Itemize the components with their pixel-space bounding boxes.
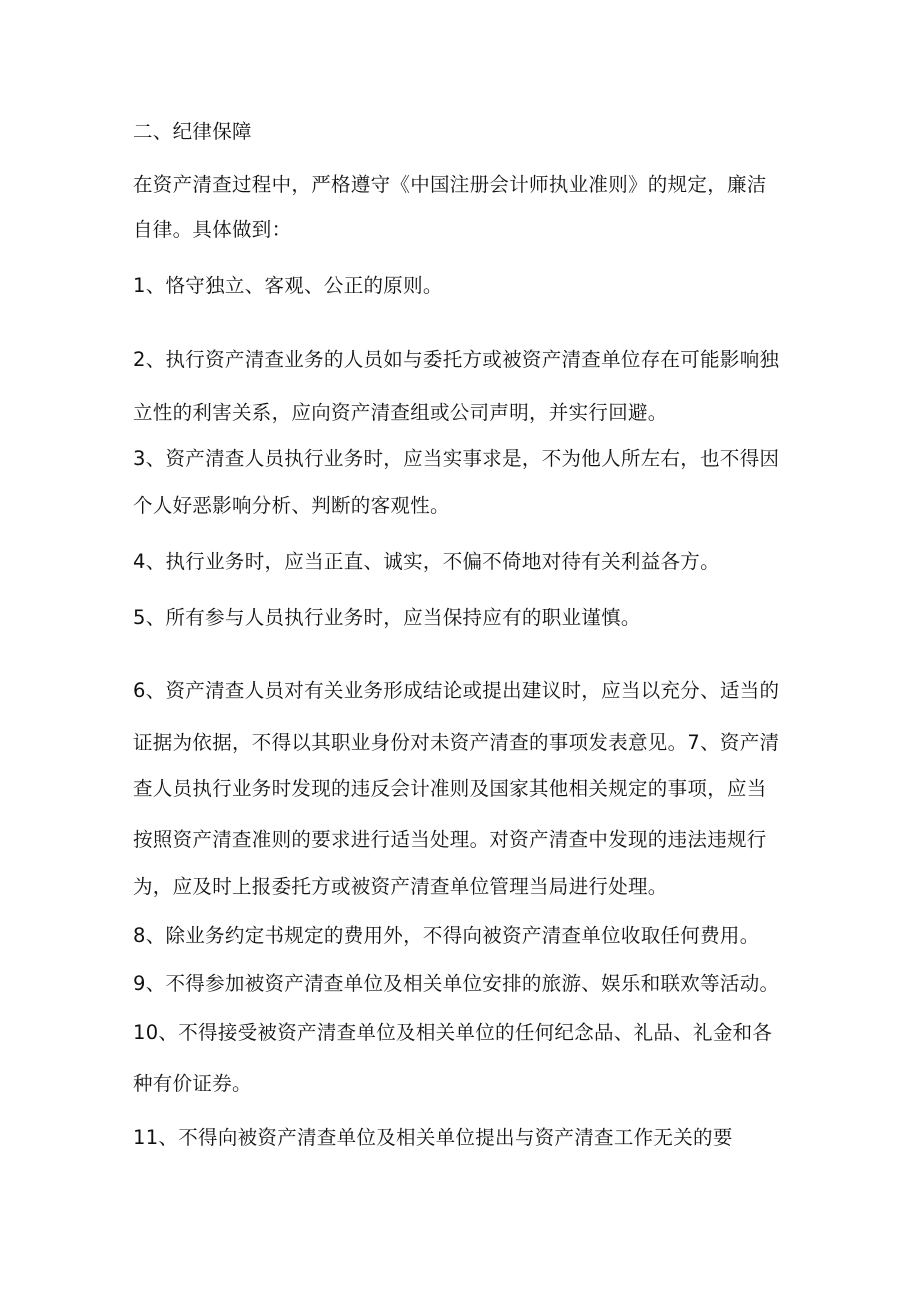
list-item-line: 证据为依据，不得以其职业身份对未资产清查的事项发表意见。7、资产清 [133,731,780,754]
list-item-line: 按照资产清查准则的要求进行适当处理。对资产清查中发现的违法违规行 [133,828,767,851]
list-item-line: 为，应及时上报委托方或被资产清查单位管理当局进行处理。 [133,875,668,898]
list-item-line: 2、执行资产清查业务的人员如与委托方或被资产清查单位存在可能影响独 [133,348,780,371]
list-item-line: 11、不得向被资产清查单位及相关单位提出与资产清查工作无关的要 [133,1126,733,1149]
list-item-line: 种有价证券。 [133,1072,252,1095]
paragraph-line: 在资产清查过程中，严格遵守《中国注册会计师执业准则》的规定，廉洁 [133,173,767,196]
list-item-line: 4、执行业务时，应当正直、诚实，不偏不倚地对待有关利益各方。 [133,550,720,573]
list-item-line: 6、资产清查人员对有关业务形成结论或提出建议时，应当以充分、适当的 [133,679,780,702]
section-heading: 二、纪律保障 [133,120,252,143]
list-item-line: 5、所有参与人员执行业务时，应当保持应有的职业谨慎。 [133,606,641,629]
list-item-line: 8、除业务约定书规定的费用外，不得向被资产清查单位收取任何费用。 [133,924,760,947]
list-item-line: 3、资产清查人员执行业务时，应当实事求是，不为他人所左右，也不得因 [133,447,780,470]
list-item-line: 立性的利害关系，应向资产清查组或公司声明，并实行回避。 [133,401,668,424]
list-item-line: 查人员执行业务时发现的违反会计准则及国家其他相关规定的事项，应当 [133,777,767,800]
list-item-line: 个人好恶影响分析、判断的客观性。 [133,494,450,517]
list-item-line: 9、不得参加被资产清查单位及相关单位安排的旅游、娱乐和联欢等活动。 [133,972,780,995]
list-item-line: 10、不得接受被资产清查单位及相关单位的任何纪念品、礼品、礼金和各 [133,1021,773,1044]
list-item-line: 1、恪守独立、客观、公正的原则。 [133,274,443,297]
paragraph-line: 自律。具体做到： [133,218,292,241]
